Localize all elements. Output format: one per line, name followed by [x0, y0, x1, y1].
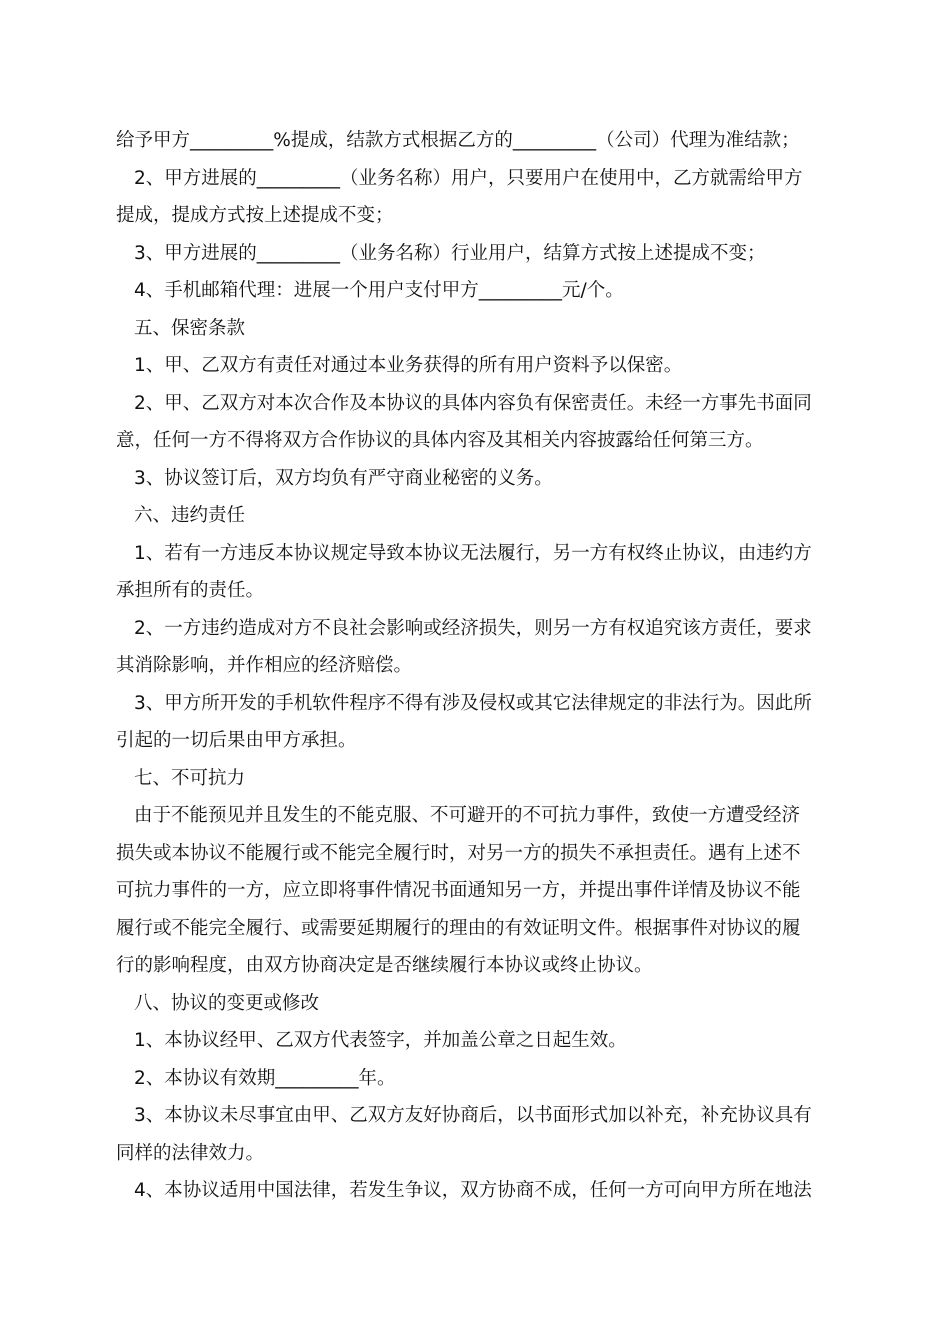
- document-line: 六、违约责任: [134, 505, 246, 526]
- document-line: 八、协议的变更或修改: [134, 992, 320, 1014]
- document-line: 1、若有一方违反本协议规定导致本协议无法履行，另一方有权终止协议，由违约方: [134, 542, 812, 564]
- document-line: 履行或不能完全履行、或需要延期履行的理由的有效证明文件。根据事件对协议的履: [116, 917, 801, 939]
- document-line: 2、甲、乙双方对本次合作及本协议的具体内容负有保密责任。未经一方事先书面同: [134, 392, 812, 414]
- document-line: 提成，提成方式按上述提成不变；: [116, 205, 394, 226]
- document-line: 其消除影响，并作相应的经济赔偿。: [116, 655, 413, 676]
- document-line: 七、不可抗力: [134, 767, 246, 789]
- document-line: 由于不能预见并且发生的不能克服、不可避开的不可抗力事件，致使一方遭受经济: [134, 805, 801, 826]
- document-line: 可抗力事件的一方，应立即将事件情况书面通知另一方，并提出事件详情及协议不能: [116, 880, 801, 901]
- document-line: 引起的一切后果由甲方承担。: [116, 730, 357, 751]
- document-line: 2、本协议有效期_________年。: [134, 1067, 396, 1089]
- document-line: 损失或本协议不能履行或不能完全履行时，对另一方的损失不承担责任。遇有上述不: [116, 842, 801, 864]
- document-line: 4、本协议适用中国法律，若发生争议，双方协商不成，任何一方可向甲方所在地法: [134, 1180, 812, 1201]
- document-line: 3、本协议未尽事宜由甲、乙双方友好协商后，以书面形式加以补充，补充协议具有: [134, 1105, 812, 1126]
- document-line: 1、甲、乙双方有责任对通过本业务获得的所有用户资料予以保密。: [134, 355, 683, 376]
- document-line: 3、甲方进展的_________（业务名称）行业用户，结算方式按上述提成不变；: [134, 242, 766, 264]
- document-line: 4、手机邮箱代理：进展一个用户支付甲方_________元/个。: [134, 280, 624, 301]
- document-line: 给予甲方_________%提成，结款方式根据乙方的_________（公司）代理为准结款；: [116, 130, 800, 151]
- document-line: 1、本协议经甲、乙双方代表签字，并加盖公章之日起生效。: [134, 1030, 627, 1051]
- document-line: 承担所有的责任。: [116, 580, 265, 601]
- document-page: [116, 122, 838, 1210]
- document-line: 2、一方违约造成对方不良社会影响或经济损失，则另一方有权追究该方责任，要求: [134, 617, 812, 639]
- document-line: 3、甲方所开发的手机软件程序不得有涉及侵权或其它法律规定的非法行为。因此所: [134, 692, 812, 714]
- document-line: 意，任何一方不得将双方合作协议的具体内容及其相关内容披露给任何第三方。: [116, 430, 764, 451]
- document-line: 五、保密条款: [134, 317, 246, 339]
- document-line: 行的影响程度，由双方协商决定是否继续履行本协议或终止协议。: [116, 955, 653, 976]
- document-line: 2、甲方进展的_________（业务名称）用户，只要用户在使用中，乙方就需给甲方: [134, 167, 803, 189]
- document-line: 3、协议签订后，双方均负有严守商业秘密的义务。: [134, 467, 553, 489]
- document-line: 同样的法律效力。: [116, 1142, 265, 1164]
